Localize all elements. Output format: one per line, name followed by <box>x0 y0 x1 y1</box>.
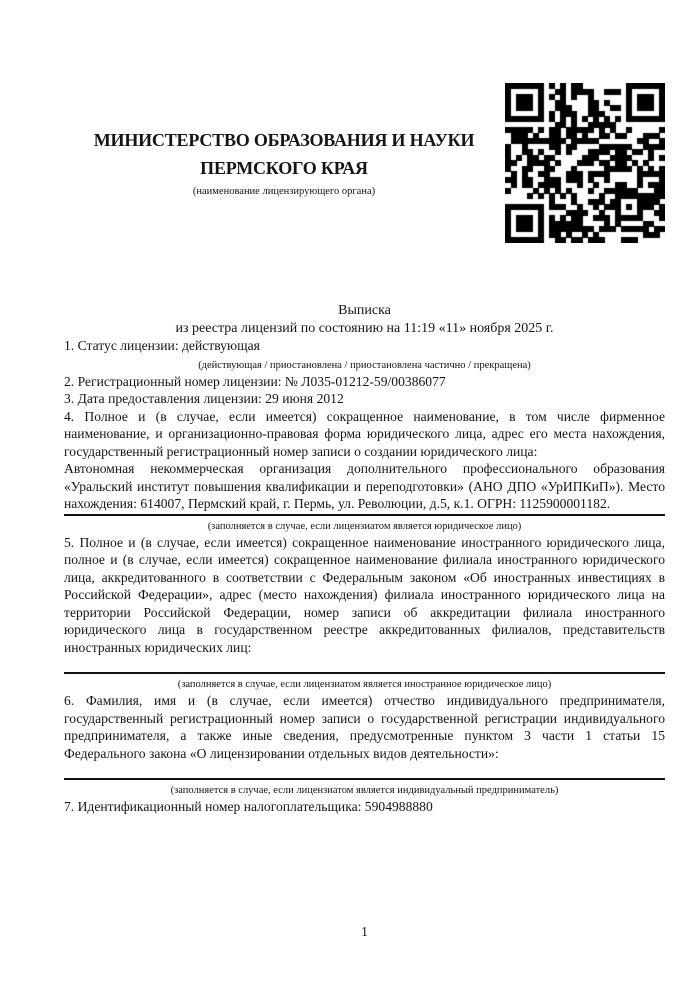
ministry-name-line1: МИНИСТЕРСТВО ОБРАЗОВАНИЯ И НАУКИ <box>93 130 475 150</box>
legal-entity-label: 4. Полное и (в случае, если имеется) сокращенное наименование, в том числе фирменное наименование, и организационно-правовая форма юридического лица, адрес его места нахождения, государственный регистрационный номер записи о создании юридического лица: <box>64 408 665 459</box>
document-title <box>64 302 665 337</box>
taxpayer-id: 7. Идентификационный номер налогоплательщика: 5904988880 <box>64 799 433 814</box>
entrepreneur-note: (заполняется в случае, если лицензиатом является индивидуальный предприниматель) <box>170 785 559 796</box>
foreign-entity-label: 5. Полное и (в случае, если имеется) сокращенное наименование иностранного юридического лица, полное и (в случае, если имеется) сокращенное наименование филиала иностранного юридического лица, аккредитованного в соответствии с Федеральным законом «Об иностранных инвестициях в Российской Федерации», адрес (место нахождения) филиала иностранного юридического лица на территории Российской Федерации, номер записи об аккредитации филиала иностранного юридического лица в государственном реестре аккредитованных филиалов, представительств иностранных юридических лиц: <box>64 534 665 655</box>
licensing-authority-caption: (наименование лицензирующего органа) <box>192 186 376 197</box>
legal-entity-note: (заполняется в случае, если лицензиатом является юридическое лицо) <box>207 520 522 532</box>
ministry-header <box>64 126 504 199</box>
registration-number: 2. Регистрационный номер лицензии: № Л035-01212-59/00386077 <box>64 373 446 389</box>
license-status: 1. Статус лицензии: действующая <box>64 338 260 353</box>
legal-entity-value: Автономная некоммерческая организация дополнительного профессионального образования «Уральский институт повышения квалификации и переподготовки» (АНО ДПО «УрИПКиП»). Место нахождения: 614007, Пермский край, г. Пермь, ул. Революции, д.5, к.1. ОГРН: 1125900001182. <box>64 460 665 516</box>
title-line2: из реестра лицензий по состоянию на 11:19 «11» ноября 2025 г. <box>175 320 554 336</box>
license-status-note: (действующая / приостановлена / приостановлена частично / прекращена) <box>198 359 531 371</box>
entrepreneur-label: 6. Фамилия, имя и (в случае, если имеется) отчество индивидуального предпринимателя, государственный регистрационный номер записи о государственной регистрации индивидуального предпринимателя, а также иные сведения, предусмотренные пунктом 3 части 1 статьи 15 Федерального закона «О лицензировании отдельных видов деятельности»: <box>64 693 665 761</box>
license-grant-date: 3. Дата предоставления лицензии: 29 июня 2012 <box>64 391 344 406</box>
entrepreneur-blank-field <box>64 770 665 780</box>
foreign-entity-blank-field <box>64 664 665 674</box>
page-number: 1 <box>361 924 368 939</box>
ministry-name-line2: ПЕРМСКОГО КРАЯ <box>200 158 368 178</box>
title-line1: Выписка <box>338 303 391 318</box>
document-content <box>0 126 700 816</box>
foreign-entity-note: (заполняется в случае, если лицензиатом является иностранное юридическое лицо) <box>177 679 552 690</box>
